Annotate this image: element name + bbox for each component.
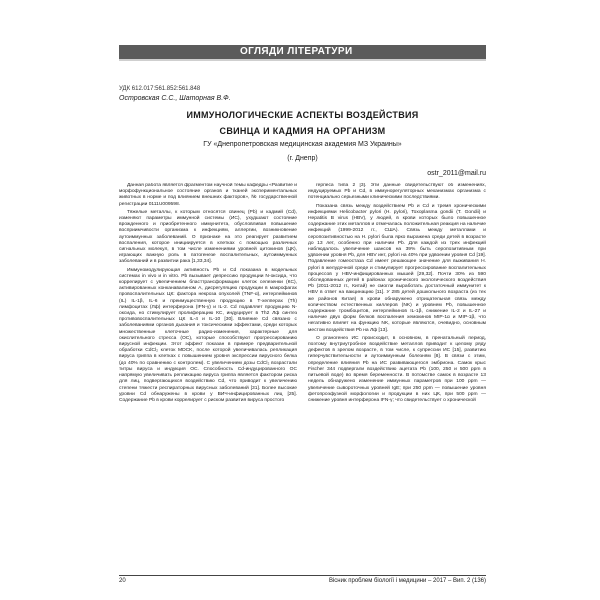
article-affiliation: ГУ «Днепропетровская медицинская академия МЗ Украины» xyxy=(203,141,402,148)
paragraph: Тяжелые металлы, к которым относятся свинец (Pb) и кадмий (Cd), изменяют параметры иммунной системы (ИС), ухудшают состояние врожденного и приобретенного иммунитета, обусловливая повышение восприимчивости организма к инфекциям, аллергии, возникновение аутоиммунных заболеваний. О признаке на это реагирует развитием воспаления, которое инициируется в клетках с помощью различных сигнальных молекул, в том числе изменениями уровней цитокинов (ЦК), играющих важную роль в патогенезе воспалительных, аутоиммунных заболеваний и в развитии рака [1,33,34]. xyxy=(119,209,297,265)
paragraph: герпеса типа 2 [3]. Эти данные свидетельствуют об изменениях, индуцируемых Pb и Cd, в иммунорегуляторных механизмах организма с потенциально серьезными клиническими последствиями. xyxy=(308,183,486,201)
udk-code: УДК 612.017:561.852:561.848 xyxy=(119,86,201,92)
paragraph: Показана связь между воздействием Pb и Cd и тремя хроническими инфекциями Helicobacter pylori (H. pylori), Toxoplasma gondii (T. Gondii) и Hepatitis B virus (HBV), у людей, в крови которых было повышенное содержание этих металлов и отмечалась положительная реакция на наличие инфекций (1999-2012 гг., США). Связь между металлами и серопозитивностью на H. pylori была ярко выражена среди детей в возрасте до 13 лет, особенно при наличии Pb. Для каждой из трех инфекций наблюдалось увеличение шансов на 39% быть серопозитивным при удвоении уровня Pb, для HBV инт, pylori на 40% при удвоении уровня Cd [19]. Подавление гомеостаза Cd имеет решающее значение для выживания H. pylori в желудочной среде и стимулирует прогрессирование воспалительных процессов у HBV-инфицированных мышей [29,32]. Почти 30% из 590 обследованных детей в районах хронического экологического воздействия Pb (2011-2012 гг., Китай) не смогли выработать достаточный иммунитет к HBV в ответ на вакцинацию [11]. У 285 детей дошкольного возраста (из тех же районов Китая) в крови обнаружено отрицательная связь между количеством естественных киллеров (NK) и уровнем Pb, повышенное содержание тромбоцитов, интерлейкинов IL-1β, снижение IL-2 и IL-27 и наличие двух форм белков воспаления хемокинов MIP-1α и MIP-1β, что негативно влияет на функцию NK, которые являются, очевидно, основным местом воздействия Pb на Лф [13]. xyxy=(308,203,486,333)
article-city: (г. Днепр) xyxy=(287,155,318,162)
header-divider xyxy=(119,59,486,61)
article-title-line-1: ИММУНОЛОГИЧЕСКИЕ АСПЕКТЫ ВОЗДЕЙСТВИЯ xyxy=(186,110,419,120)
section-header-title: ОГЛЯДИ ЛІТЕРАТУРИ xyxy=(240,46,353,57)
body-right-column xyxy=(308,183,486,551)
paragraph: Иммуномодулирующая активность Pb и Cd показана в модельных системах in vivo и in vitro. Pb вызывает депрессию продукции N-оксида, что коррелирует с увеличением бласттрансформации клеток селезенки (КС), активированных конканавалином А, дисрегуляцию продукции в макрофагах провоспалительных ЦК: фактора некроза опухолей (TNF-α), интерлейкинов (IL) IL-1β, IL-6 и преимущественную продукцию в Т-хелперах (Th) лимфоцитах (Лф) интерферона (IFN-γ) и IL-2. Cd подавляет продукцию N-оксида, но стимулирует пролиферацию КС, индуцирует в Th2 Лф синтез противовоспалительных ЦК IL-4 и IL-10 [30]. Влияние Cd связано с заболеваниями органов дыхания и токсическими эффектами, среди которых множественные клеточные радио-изменения, характерные для окислительного стресса (ОС), которые способствуют прогрессированию вирусной инфекции. Этот эффект показан в примере предварительной обработки CdCl₂ клеток MDCK, после которой увеличивалась репликация вируса гриппа в клетках с повышением уровня экспрессии вирусного белка (до 40% по сравнению с контролем). С увеличением дозы CdCl₂ возрастали титры вируса и индукция ОС. Способность Cd-индуцированного ОС напрямую увеличивать репликацию вируса гриппа является фактором риска для лиц, подвергающихся воздействию Cd, что приводит к увеличению степени тяжести респираторных вирусных заболеваний [31]. Более высокие уровни Cd обнаружены в крови у ВИЧ-инфицированных лиц [25]. Содержание Pb в крови коррелирует с риском развития вируса простого xyxy=(119,267,297,403)
paragraph: Данная работа является фрагментом научной темы кафедры «Развитие и морфофункциональное состояние органов и тканей экспериментальных животных в норме и под влиянием внешних факторов», № государственной регистрации 0111U009598. xyxy=(119,183,297,207)
page-number: 20 xyxy=(119,578,126,584)
body-left-column xyxy=(119,183,297,551)
paragraph: О рганогенез ИС происходит, в основном, в пренатальный период, поэтому внутриутробное воздействие металлов приводит к целому ряду дефектов в зрелом возрасте, в том числе, к супрессии ИС [15], развитию гиперчувствительности и аутоиммунным болезням [8]. В связи с этим, определение влияния Pb на ИС развивающегося эмбриона. Самок крыс Fischer 344 подвергали воздействию ацетата Pb (100, 250 и 500 ppm в питьевой воде) во время беременности. В потомстве самок в возрасте 13 недель обнаружено изменение иммунных параметров при 100 ppm — увеличение сывороточных уровней IgE; при 250 ppm — повышение уровня фетопроэфузной морфологии и продукции в них ЦК, при 500 ppm — снижение уровня интерферона IFN-γ; что свидетельствует о хронической xyxy=(308,335,486,403)
footer-divider xyxy=(119,575,486,576)
article-title-line-2: СВИНЦА И КАДМИЯ НА ОРГАНИЗМ xyxy=(219,126,386,136)
journal-citation: Вісник проблем біології і медицини – 2017 – Вип. 2 (136) xyxy=(328,578,486,584)
author-email: ostr_2011@mail.ru xyxy=(427,170,486,177)
article-authors: Островская С.С., Шаторная В.Ф. xyxy=(119,95,231,102)
